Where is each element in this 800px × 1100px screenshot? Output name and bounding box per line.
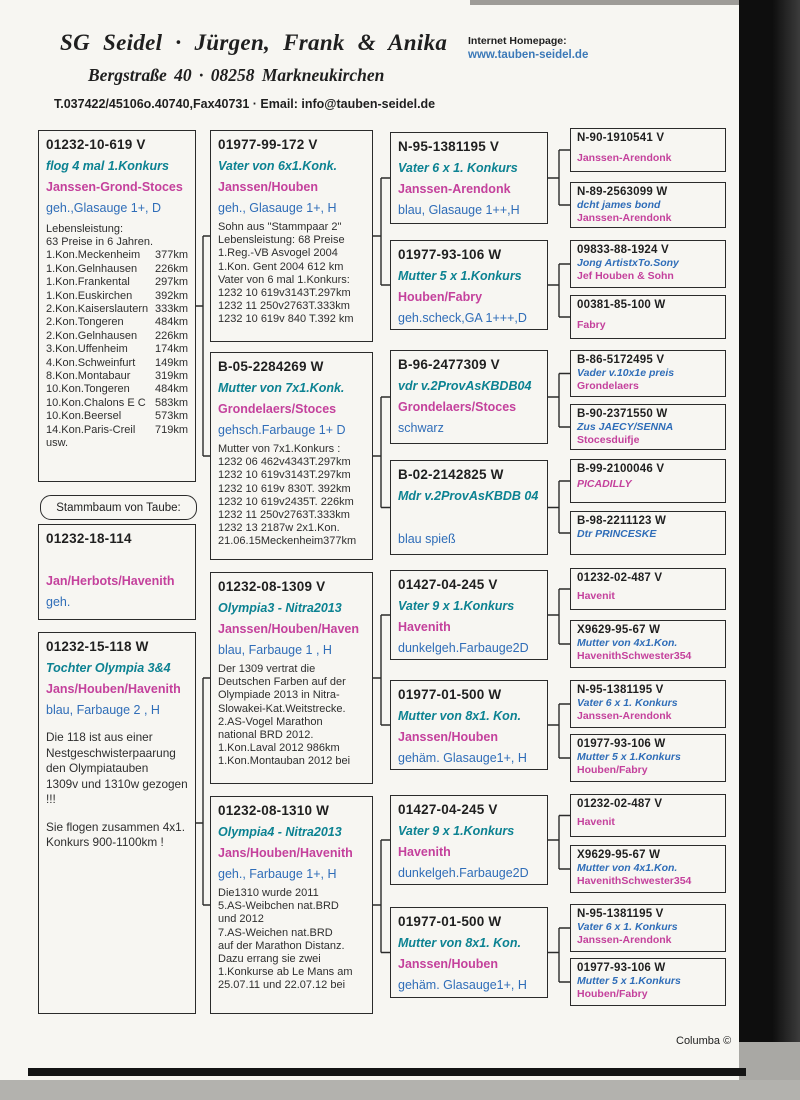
achievement-line: Mutter 5 x 1.Konkurs — [398, 269, 522, 283]
race-name: 10.Kon.Tongeren — [46, 383, 130, 396]
note-line: Die1310 wurde 2011 — [218, 887, 319, 899]
color-description: geh. — [46, 595, 71, 609]
note-line: 1232 10 619v3143T.297km — [218, 469, 351, 482]
pedigree-box-h3 — [570, 240, 726, 288]
race-distance: 149km — [154, 356, 188, 369]
race-name: 2.Kon.Tongeren — [46, 316, 124, 329]
achievement-line: Olympia3 - Nitra2013 — [218, 601, 342, 615]
strain-line: HavenithSchwester354 — [577, 649, 692, 662]
note-line: Deutschen Farben auf der — [218, 676, 346, 689]
note-line: usw. — [46, 437, 69, 450]
homepage-url: www.tauben-seidel.de — [468, 49, 589, 61]
ring-number: 00381-85-100 W — [577, 299, 666, 311]
strain-line: Houben/Fabry — [577, 763, 648, 776]
ring-number: B-86-5172495 V — [577, 354, 665, 366]
race-result — [46, 290, 188, 303]
note-line: den Olympiatauben — [46, 761, 149, 775]
achievement-line: vdr v.2ProvAsKBDB04 — [398, 379, 532, 393]
color-description: geh.scheck,GA 1+++,D — [398, 311, 527, 325]
ring-number: B-98-2211123 W — [577, 515, 667, 527]
note-line: Dazu errang sie zwei — [218, 953, 321, 966]
achievement-line: Tochter Olympia 3&4 — [46, 661, 171, 675]
note-line: 1309v und 1310w gezogen — [46, 776, 188, 791]
race-name: 1.Kon.Euskirchen — [46, 289, 133, 302]
note-line: Lebensleistung: — [46, 223, 124, 235]
race-result — [46, 410, 188, 423]
race-name: 3.Kon.Uffenheim — [46, 343, 128, 356]
spacer — [46, 550, 188, 568]
color-description: blau, Glasauge 1++,H — [398, 203, 520, 217]
ring-number: 01977-01-500 W — [398, 914, 502, 929]
ring-number: 01232-10-619 V — [46, 137, 146, 152]
note-line: Die 118 ist aus einer — [46, 730, 153, 744]
race-name: 2.Kon.Gelnhausen — [46, 329, 138, 342]
strain-line: Grondelaers/Stoces — [218, 402, 337, 416]
note-line: 1232 13 2187w 2x1.Kon. — [218, 522, 340, 535]
strain-line: Havenit — [577, 816, 615, 828]
pedigree-box-h11 — [570, 680, 726, 728]
ring-number: 09833-88-1924 V — [577, 244, 669, 256]
achievement-line: Vater 9 x 1.Konkurs — [398, 824, 515, 838]
note-line: 1232 10 619v3143T.297km — [218, 287, 351, 300]
pedigree-box-gg2 — [390, 240, 548, 330]
pedigree-box-gg4 — [390, 460, 548, 555]
race-result — [46, 330, 188, 343]
scan-line-bottom — [28, 1068, 746, 1076]
pedigree-box-h10 — [570, 620, 726, 668]
color-description: schwarz — [398, 421, 444, 435]
strain-line: Havenit — [577, 590, 615, 602]
strain-line: Janssen-Arendonk — [577, 709, 672, 722]
pedigree-box-gg1 — [390, 132, 548, 224]
note-line: 25.07.11 und 22.07.12 bei — [218, 979, 346, 992]
race-result — [46, 397, 188, 410]
scan-edge-bottom — [0, 1080, 800, 1100]
pedigree-box-h1 — [570, 128, 726, 172]
ring-number: 01977-93-106 W — [398, 247, 502, 262]
race-name: 1.Kon.Gelnhausen — [46, 262, 138, 275]
note-line: und 2012 — [218, 913, 264, 926]
ring-number: B-96-2477309 V — [398, 357, 500, 372]
strain-line: Grondelaers/Stoces — [398, 400, 517, 414]
note-line: 1.Reg.-VB Asvogel 2004 — [218, 247, 338, 260]
ring-number: 01232-02-487 V — [577, 572, 663, 584]
note-line: 1232 10 619v 830T. 392km — [218, 482, 351, 495]
pedigree-box-h13 — [570, 794, 726, 837]
ring-number: 01232-08-1310 W — [218, 803, 330, 818]
ring-number: B-90-2371550 W — [577, 408, 668, 420]
note-line: Mutter von 4x1.Kon. — [577, 637, 678, 649]
color-description: blau, Farbauge 2 , H — [46, 703, 160, 717]
note-line: Sohn aus "Stammpaar 2" — [218, 221, 342, 233]
pedigree-box-h9 — [570, 568, 726, 610]
ring-number: X9629-95-67 W — [577, 849, 661, 861]
strain-line: Janssen-Arendonk — [398, 182, 511, 196]
race-distance: 377km — [154, 249, 188, 262]
race-distance: 319km — [154, 370, 188, 383]
spacer — [398, 504, 540, 526]
race-name: 10.Kon.Beersel — [46, 410, 122, 423]
ring-number: 01232-08-1309 V — [218, 579, 326, 594]
breeder-contact: T.037422/45106o.40740,Fax40731 · Email: info@tauben-seidel.de — [54, 97, 436, 111]
race-distance: 484km — [154, 383, 188, 396]
color-description: blau, Farbauge 1 , H — [218, 643, 332, 657]
strain-line: Janssen-Grond-Stoces — [46, 180, 183, 194]
ring-number: N-90-1910541 V — [577, 132, 665, 144]
name-line: PICADILLY — [577, 478, 632, 490]
note-line: Jong ArtistxTo.Sony — [577, 257, 679, 269]
note-line: 5.AS-Weibchen nat.BRD — [218, 900, 339, 913]
strain-line: Fabry — [577, 319, 606, 331]
pedigree-box-gg5 — [390, 570, 548, 660]
strain-line: Janssen-Arendonk — [577, 933, 672, 946]
ring-number: B-05-2284269 W — [218, 359, 324, 374]
note-line: dcht james bond — [577, 199, 661, 211]
color-description: geh., Glasauge 1+, H — [218, 201, 337, 215]
race-distance: 174km — [154, 343, 188, 356]
strain-line: Jan/Herbots/Havenith — [46, 574, 175, 588]
race-name: 4.Kon.Schweinfurt — [46, 356, 136, 369]
color-description: dunkelgeh.Farbauge2D — [398, 866, 529, 880]
ring-number: 01977-01-500 W — [398, 687, 502, 702]
achievement-line: Olympia4 - Nitra2013 — [218, 825, 342, 839]
strain-line: Janssen-Arendonk — [577, 211, 672, 224]
race-distance: 297km — [154, 276, 188, 289]
pedigree-box-g3 — [210, 572, 373, 784]
race-distance: 719km — [154, 423, 188, 436]
breeder-address: Bergstraße 40 · 08258 Markneukirchen — [88, 65, 385, 85]
strain-line: Jans/Houben/Havenith — [46, 682, 181, 696]
note-line: 1.Kon.Laval 2012 986km — [218, 742, 340, 755]
pedigree-box-h4 — [570, 295, 726, 339]
note-line: 1.Kon.Montauban 2012 bei — [218, 755, 351, 768]
spacer — [46, 808, 188, 820]
pedigree-box-gg3 — [390, 350, 548, 444]
strain-line: Jans/Houben/Havenith — [218, 846, 353, 860]
ring-number: X9629-95-67 W — [577, 624, 661, 636]
race-result — [46, 249, 188, 262]
race-result — [46, 263, 188, 276]
note-line: 2.AS-Vogel Marathon — [218, 715, 323, 728]
note-line: 1232 11 250v2763T.333km — [218, 300, 350, 313]
note-line: 7.AS-Weichen nat.BRD — [218, 926, 333, 939]
note-line: Vader v.10x1e preis — [577, 367, 675, 379]
pedigree-box-h6 — [570, 404, 726, 450]
ring-number: 01977-93-106 W — [577, 738, 666, 750]
color-description: geh., Farbauge 1+, H — [218, 867, 337, 881]
ring-number: N-95-1381195 V — [577, 908, 664, 920]
pedigree-box-h2 — [570, 182, 726, 228]
ring-number: N-89-2563099 W — [577, 186, 668, 198]
note-line: Zus JAECY/SENNA — [577, 421, 674, 433]
note-line: Mutter 5 x 1.Konkurs — [577, 751, 681, 763]
note-line: Vater von 6 mal 1.Konkurs: — [218, 273, 350, 286]
note-line: Sie flogen zusammen 4x1. — [46, 819, 186, 834]
color-description: gehäm. Glasauge1+, H — [398, 751, 527, 765]
race-result — [46, 316, 188, 329]
strain-line: Grondelaers — [577, 379, 639, 392]
note-line: Nestgeschwisterpaarung — [46, 745, 176, 760]
note-line: Der 1309 vertrat die — [218, 663, 316, 675]
pedigree-box-h7 — [570, 459, 726, 503]
note-line: national BRD 2012. — [218, 729, 314, 742]
note-line: Konkurs 900-1100km ! — [46, 835, 164, 849]
note-line: 1.Kon. Gent 2004 612 km — [218, 260, 344, 273]
achievement-line: Vater 9 x 1.Konkurs — [398, 599, 515, 613]
note-line: Olympiade 2013 in Nitra- — [218, 689, 340, 702]
strain-line: Janssen/Houben — [218, 180, 319, 194]
pedigree-box-h15 — [570, 904, 726, 952]
note-line: !!! — [46, 792, 56, 806]
color-description: gehsch.Farbauge 1+ D — [218, 423, 346, 437]
race-name: 8.Kon.Montabaur — [46, 370, 131, 383]
achievement-line: Mutter von 8x1. Kon. — [398, 936, 521, 950]
ring-number: 01232-15-118 W — [46, 639, 149, 654]
race-distance: 573km — [154, 410, 188, 423]
pedigree-box-h16 — [570, 958, 726, 1006]
race-distance: 392km — [154, 289, 188, 302]
race-result — [46, 276, 188, 289]
note-line: Dtr PRINCESKE — [577, 528, 657, 540]
ring-number: 01232-18-114 — [46, 531, 132, 546]
pedigree-box-g1 — [210, 130, 373, 342]
race-result — [46, 343, 188, 356]
race-distance: 226km — [154, 329, 188, 342]
pedigree-box-h8 — [570, 511, 726, 555]
strain-line: Havenith — [398, 620, 451, 634]
credit-columba: Columba © — [676, 1035, 732, 1047]
race-distance: 226km — [154, 262, 188, 275]
achievement-line: flog 4 mal 1.Konkurs — [46, 159, 169, 173]
achievement-line: Mutter von 8x1. Kon. — [398, 709, 521, 723]
pedigree-box-h14 — [570, 845, 726, 893]
color-description: geh.,Glasauge 1+, D — [46, 201, 162, 215]
ring-number: N-95-1381195 V — [398, 139, 500, 154]
note-line: 1232 11 250v2763T.333km — [218, 509, 350, 522]
race-name: 1.Kon.Frankental — [46, 276, 130, 289]
color-description: gehäm. Glasauge1+, H — [398, 978, 527, 992]
race-name: 1.Kon.Meckenheim — [46, 249, 141, 262]
ring-number: 01977-93-106 W — [577, 962, 666, 974]
pedigree-box-p2 — [38, 524, 196, 620]
pedigree-box-h5 — [570, 350, 726, 397]
strain-line: Jef Houben & Sohn — [577, 269, 674, 282]
spacer — [46, 718, 188, 730]
note-line: 21.06.15Meckenheim377km — [218, 535, 357, 548]
note-line: 1232 10 619v2435T. 226km — [218, 495, 354, 508]
pedigree-box-p1 — [38, 130, 196, 482]
strain-line: Janssen/Houben — [398, 957, 499, 971]
race-result — [46, 383, 188, 396]
ring-number: N-95-1381195 V — [577, 684, 664, 696]
race-distance: 333km — [154, 303, 188, 316]
strain-line: Janssen-Arendonk — [577, 152, 672, 164]
pedigree-box-gg6 — [390, 680, 548, 770]
ring-number: B-99-2100046 V — [577, 463, 665, 475]
strain-line: Houben/Fabry — [398, 290, 483, 304]
race-name: 10.Kon.Chalons E C — [46, 396, 146, 409]
note-line: Mutter von 4x1.Kon. — [577, 862, 678, 874]
race-name: 2.Kon.Kaiserslautern — [46, 303, 149, 316]
note-line: auf der Marathon Distanz. — [218, 939, 345, 952]
note-line: 1232 06 462v4343T.297km — [218, 456, 351, 469]
strain-line: Havenith — [398, 845, 451, 859]
pedigree-box-gg7 — [390, 795, 548, 885]
achievement-line: Vater von 6x1.Konk. — [218, 159, 338, 173]
scan-edge-right — [739, 0, 800, 1042]
color-description: dunkelgeh.Farbauge2D — [398, 641, 529, 655]
note-line: 63 Preise in 6 Jahren. — [46, 236, 154, 249]
race-distance: 583km — [154, 396, 188, 409]
ring-number: 01977-99-172 V — [218, 137, 318, 152]
achievement-line: Vater 6 x 1. Konkurs — [398, 161, 518, 175]
color-description: blau spieß — [398, 532, 456, 546]
note-line: 1232 10 619v 840 T.392 km — [218, 313, 354, 326]
strain-line: HavenithSchwester354 — [577, 874, 692, 887]
race-result — [46, 424, 188, 437]
pedigree-box-g2 — [210, 352, 373, 560]
homepage-label: Internet Homepage: — [468, 35, 567, 47]
achievement-line: Mdr v.2ProvAsKBDB 04 — [398, 489, 539, 503]
pedigree-box-h12 — [570, 734, 726, 782]
strain-line: Houben/Fabry — [577, 987, 648, 1000]
race-result — [46, 303, 188, 316]
ring-number: 01427-04-245 V — [398, 577, 498, 592]
strain-line: Janssen/Houben/Haven — [218, 622, 360, 636]
note-line: Vater 6 x 1. Konkurs — [577, 921, 678, 933]
note-line: Lebensleistung: 68 Preise — [218, 234, 345, 247]
race-result — [46, 357, 188, 370]
race-name: 14.Kon.Paris-Creil — [46, 423, 136, 436]
pedigree-box-g4 — [210, 796, 373, 1014]
spacer — [46, 216, 188, 223]
note-line: Mutter von 7x1.Konkurs : — [218, 443, 341, 455]
ring-number: 01232-02-487 V — [577, 798, 663, 810]
race-result — [46, 370, 188, 383]
pedigree-box-p3 — [38, 632, 196, 1014]
strain-line: Janssen/Houben — [398, 730, 499, 744]
achievement-line: Mutter von 7x1.Konk. — [218, 381, 345, 395]
ring-number: 01427-04-245 V — [398, 802, 498, 817]
strain-line: Stocesduifje — [577, 433, 640, 446]
note-line: 1.Konkurse ab Le Mans am — [218, 966, 353, 979]
pedigree-box-gg8 — [390, 907, 548, 998]
ring-number: B-02-2142825 W — [398, 467, 504, 482]
breeder-title: SG Seidel · Jürgen, Frank & Anika — [60, 30, 448, 55]
note-line: Mutter 5 x 1.Konkurs — [577, 975, 681, 987]
note-line: Vater 6 x 1. Konkurs — [577, 697, 678, 709]
race-distance: 484km — [154, 316, 188, 329]
note-line: Slowakei-Kat.Weitstrecke. — [218, 702, 346, 715]
subject-label: Stammbaum von Taube: — [40, 495, 197, 520]
